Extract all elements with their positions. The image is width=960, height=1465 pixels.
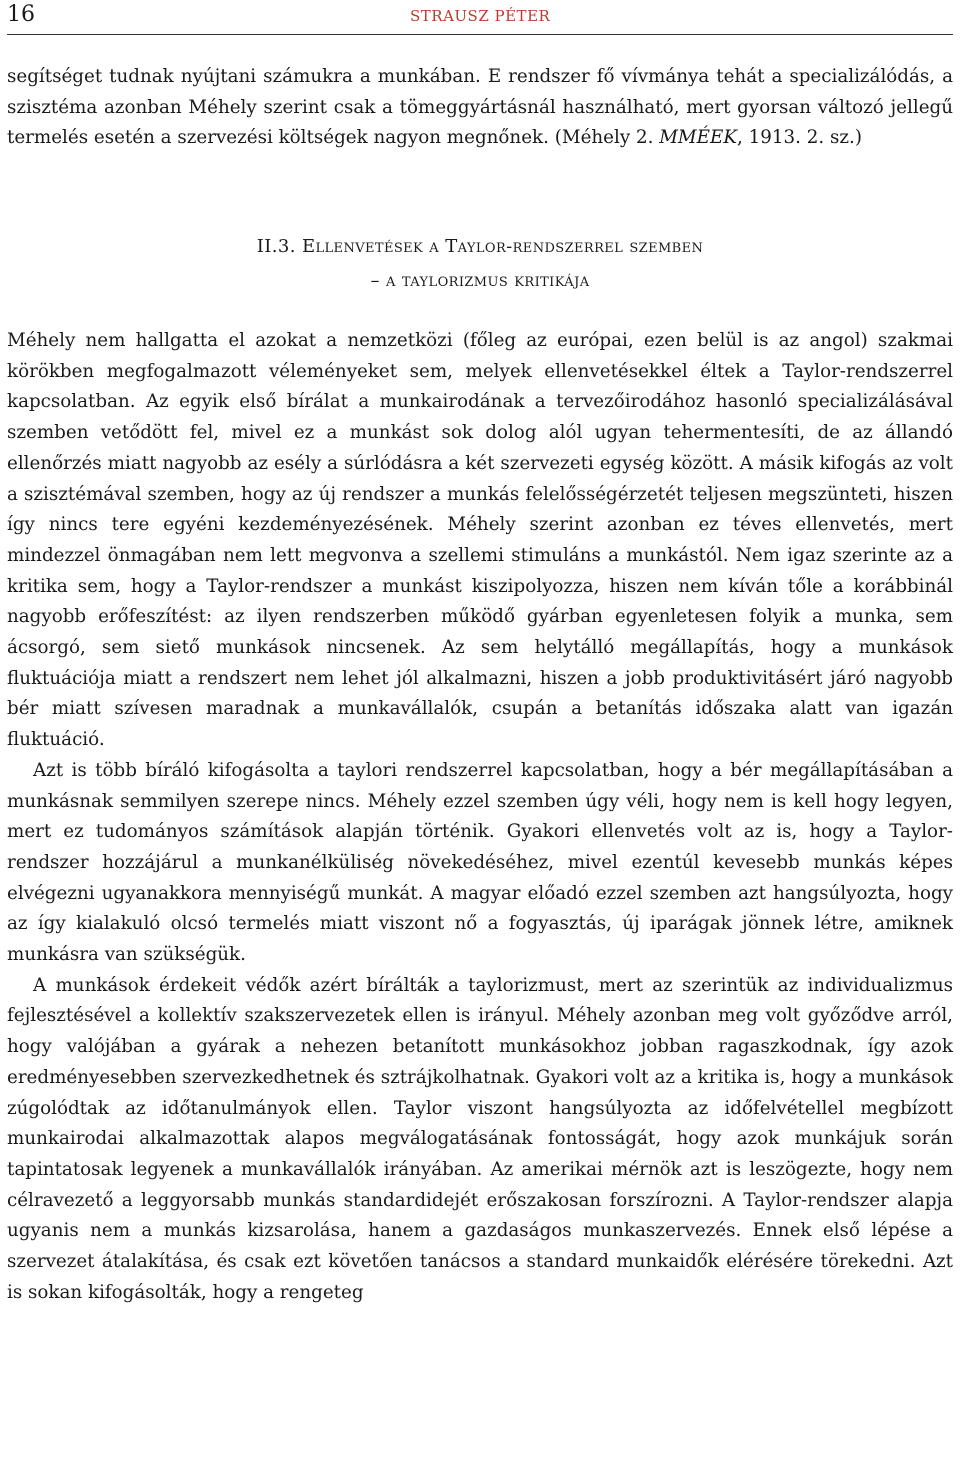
body-paragraph-2: Azt is több bíráló kifogásolta a taylori rendszerrel kapcsolatban, hogy a bér megállapításában a munkásnak semmilyen szerepe nincs. Méhely ezzel szemben úgy véli, hogy nem is kell hogy legyen, mert ez tudományos számítások alapján történik. Gyakori ellenvetés volt az is, hogy a Taylor-rendszer hozzájárul a munkanélküliség növekedéséhez, mivel ezentúl kevesebb munkás képes elvégezni ugyanakkora mennyiségű munkát. A magyar előadó ezzel szemben azt hangsúlyozta, hogy az így kialakuló olcsó termelés miatt viszont nő a fogyasztás, új iparágak jönnek létre, amiknek munkásra van szükségük. [7,759,953,966]
intro-text: segítséget tudnak nyújtani számukra a munkában. E rendszer fő vívmánya tehát a specializálódás, a szisztéma azonban Méhely szerint csak a tömeggyártásnál használható, mert gyorsan változó jellegű termelés esetén a szervezési költségek nagyon megnőnek. (Méhely 2. [7,66,953,149]
body-paragraph-1: Méhely nem hallgatta el azokat a nemzetközi (főleg az európai, ezen belül is az angol) szakmai körökben megfogalmazott véleményeket sem, melyek ellenvetésekkel éltek a Taylor-rendszerrel kapcsolatban. Az egyik első bírálat a munkairodának a tervezőirodához hasonló specializálásával szemben vetődött fel, mivel ez a munkást sok dolog alól ugyan tehermentesíti, de az állandó ellenőrzés miatt nagyobb az esély a súrlódásra a két szervezeti egység között. A másik kifogás az volt a szisztémával szemben, hogy az új rendszer a munkás felelősségérzetét teljesen megszünteti, hiszen így nincs tere egyéni kezdeményezésének. Méhely szerint azonban ez téves ellenvetés, mert mindezzel önmagában nem lett megvonva a szellemi stimuláns a munkástól. Nem igaz szerinte az a kritika sem, hogy a Taylor-rendszer a munkást kiszipolyozza, hiszen nem kíván tőle a korábbinál nagyobb erőfeszítést: az ilyen rendszerben működő gyárban egyenletesen folyik a munka, sem ácsorgó, sem siető munkások nincsenek. Az sem helytálló megállapítás, hogy a munkások fluktuációja miatt a rendszert nem lehet jól alkalmazni, hiszen a jobb produktivitásért járó nagyobb bér miatt szívesen maradnak a munkavállalók, csupán a betanítás időszaka alatt van igazán fluktuáció. [7,330,953,751]
section-heading-line-1 [7,230,953,264]
section-subtitle: – a taylorizmus kritikája [370,270,590,291]
section-number: II.3. [256,236,296,257]
page-number: 16 [7,2,35,27]
document-page [7,0,953,1303]
body-text [7,326,953,1309]
journal-abbreviation: MMÉEK [659,127,738,149]
body-paragraph-3: A munkások érdekeit védők azért bírálták a taylorizmust, mert az szerintük az individualizmus fejlesztésével a kollektív szakszervezetek ellen is irányul. Méhely azonban meg volt győződve arról, hogy valójában a gyárak a nehezen betanított munkásokhoz jobban ragaszkodnak, így azok eredményesebben szervezkedhetnek és sztrájkolhatnak. Gyakori volt az a kritika is, hogy a munkások zúgolódtak az időtanulmányok ellen. Taylor viszont hangsúlyozta az időfelvétellel megbízott munkairodai alkalmazottak alapos megválogatásának fontosságát, hogy azok munkájuk során tapintatosak legyenek a munkavállalók irányában. Az amerikai mérnök azt is leszögezte, hogy nem célravezető a leggyorsabb munkás standardidejét erőszakosan forszírozni. A Taylor-rendszer alapja ugyanis nem a munkás kizsarolása, hanem a gazdaságos munkaszervezés. Ennek első lépése a szervezet átalakítása, és csak ezt követően tanácsos a standard munkaidők elérésére törekedni. Azt is sokan kifogásolták, hogy a rengeteg [7,974,953,1303]
section-title: Ellenvetések a Taylor-rendszerrel szemben [301,236,704,257]
intro-paragraph [7,62,953,154]
running-header [7,0,953,35]
section-heading [7,230,953,298]
running-title: STRAUSZ PÉTER [410,7,551,25]
intro-citation-tail: , 1913. 2. sz.) [737,127,862,149]
